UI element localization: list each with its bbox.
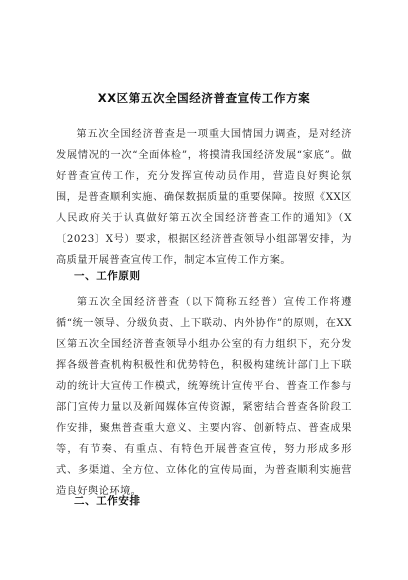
principles-paragraph-text: 第五次全国经济普查（以下简称五经普）宣传工作将遵循“统一领导、分级负责、上下联动、内外协作”的原则，在XX区第五次全国经济普查领导小组办公室的有力组织下，充分发挥各级普查机构积极性和优势特色，积极构建统计部门上下联动的统计大宣传工作模式，统筹统计宣传平台、普查工作参与部门宣传力量以及新闻媒体宣传资源，紧密结合普查各阶段工作安排，聚焦普查重大意义、主要内容、创新特点、普查成果等，有节奏、有重点、有特色开展普查宣传，努力形成多形式、多渠道、全方位、立体化的宣传局面，为普查顺利实施营造良好舆论环境。	[56, 297, 352, 497]
document-title: XX区第五次全国经济普查宣传工作方案	[97, 91, 311, 105]
section-heading-principles: 一、工作原则	[74, 270, 141, 282]
intro-paragraph-text: 第五次全国经济普查是一项重大国情国力调查，是对经济发展情况的一次“全面体检”，将摸清我国经济发展“家底”。做好普查宣传工作，充分发挥宣传动员作用，营造良好舆论氛围，是普查顺利实施、确保数据质量的重要保障。按照《XX区人民政府关于认真做好第五次全国经济普查工作的通知》（X〔2023〕X号）要求，根据区经济普查领导小组部署安排，为高质量开展普查宣传工作，制定本宣传工作方案。	[56, 129, 352, 266]
principles-paragraph	[56, 292, 352, 502]
section-heading-arrangements: 二、工作安排	[74, 495, 141, 507]
intro-paragraph	[56, 124, 352, 271]
